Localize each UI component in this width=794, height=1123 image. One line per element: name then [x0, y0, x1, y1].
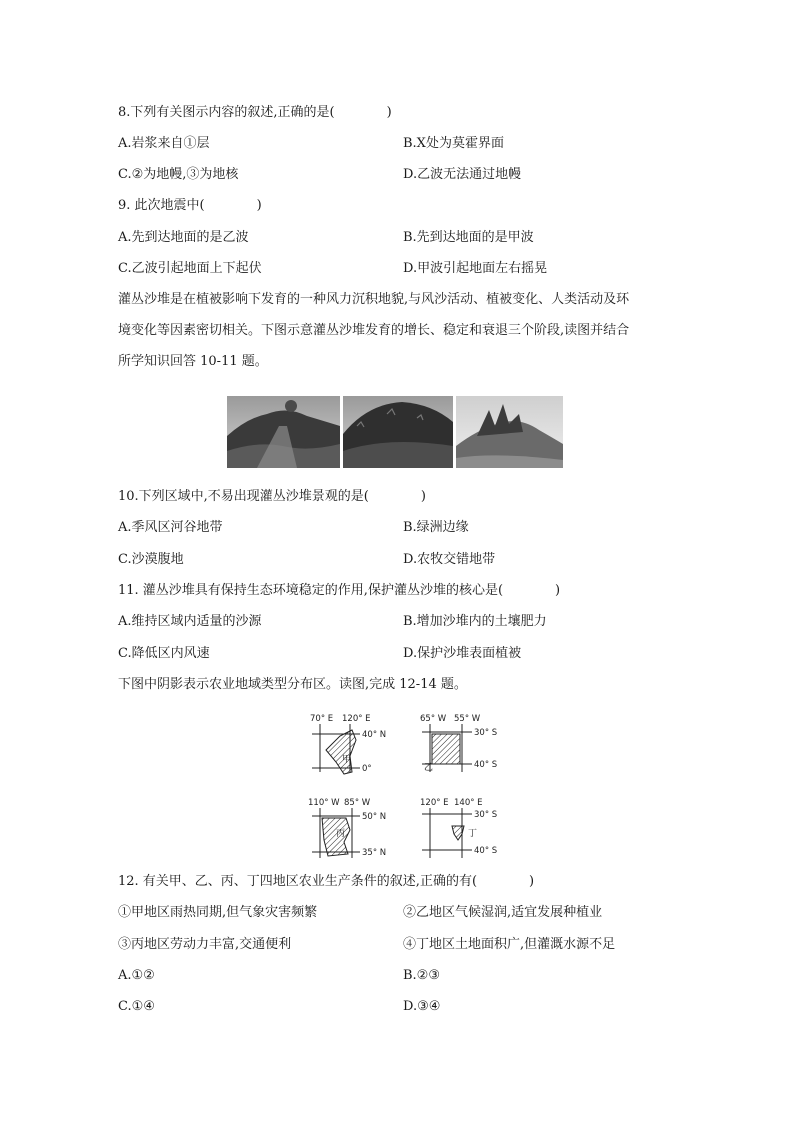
q8-option-c: C.②为地幔,③为地核	[118, 167, 239, 182]
q10-option-a: A.季风区河谷地带	[118, 520, 223, 535]
q8-option-b: B.X处为莫霍界面	[403, 136, 504, 151]
photo-stable-stage	[343, 396, 453, 468]
passage1-line3: 所学知识回答 10-11 题。	[118, 354, 268, 369]
q9-option-a: A.先到达地面的是乙波	[118, 230, 249, 245]
passage2-line1: 下图中阴影表示农业地域类型分布区。读图,完成 12-14 题。	[118, 677, 467, 692]
yi-lat2: 40° S	[474, 760, 498, 770]
jia-shaded-region	[326, 730, 356, 774]
q12-option-a: A.①②	[118, 968, 155, 983]
bing-lon2: 85° W	[344, 798, 371, 808]
q8-option-a: A.岩浆来自①层	[118, 136, 210, 151]
passage1-line2: 境变化等因素密切相关。下图示意灌丛沙堆发育的增长、稳定和衰退三个阶段,读图并结合	[118, 323, 630, 338]
jia-lon2: 120° E	[342, 714, 371, 724]
q12-statement-2: ②乙地区气候湿润,适宜发展种植业	[403, 905, 603, 920]
q12-option-c: C.①④	[118, 999, 155, 1014]
q9-option-d: D.甲波引起地面左右摇晃	[403, 261, 548, 276]
q8-stem: 8.下列有关图示内容的叙述,正确的是( )	[118, 105, 392, 120]
q12-option-d: D.③④	[403, 999, 441, 1014]
jia-label: 甲	[342, 755, 352, 765]
ding-label: 丁	[468, 829, 478, 839]
q12-statement-3: ③丙地区劳动力丰富,交通便利	[118, 937, 292, 952]
q9-option-c: C.乙波引起地面上下起伏	[118, 261, 262, 276]
yi-lat1: 30° S	[474, 728, 498, 738]
map-yi	[418, 712, 528, 778]
q12-option-b: B.②③	[403, 968, 440, 983]
q11-option-b: B.增加沙堆内的土壤肥力	[403, 614, 547, 629]
bing-lat2: 35° N	[362, 848, 387, 858]
yi-label: 乙	[424, 763, 434, 773]
q8-option-d: D.乙波无法通过地幔	[403, 167, 522, 182]
bing-lat1: 50° N	[362, 812, 387, 822]
q10-option-d: D.农牧交错地带	[403, 552, 496, 567]
q12-statement-1: ①甲地区雨热同期,但气象灾害频繁	[118, 905, 318, 920]
ding-lon1: 120° E	[420, 798, 449, 808]
passage1-line1: 灌丛沙堆是在植被影响下发育的一种风力沉积地貌,与风沙活动、植被变化、人类活动及环	[118, 292, 630, 307]
q11-stem: 11. 灌丛沙堆具有保持生态环境稳定的作用,保护灌丛沙堆的核心是( )	[118, 583, 561, 598]
q12-statement-4: ④丁地区土地面积广,但灌溉水源不足	[403, 937, 616, 952]
q12-stem: 12. 有关甲、乙、丙、丁四地区农业生产条件的叙述,正确的有( )	[118, 874, 535, 889]
jia-lon1: 70° E	[310, 714, 334, 724]
bing-label: 丙	[336, 829, 346, 839]
ding-lon2: 140° E	[454, 798, 483, 808]
photo-growth-stage	[227, 396, 340, 468]
photo-decline-stage	[456, 396, 563, 468]
map-ding	[418, 796, 528, 864]
jia-lat2: 0°	[362, 764, 372, 774]
ding-lat2: 40° S	[474, 846, 498, 856]
q10-stem: 10.下列区域中,不易出现灌丛沙堆景观的是( )	[118, 489, 426, 504]
map-bing	[306, 796, 406, 864]
q11-option-c: C.降低区内风速	[118, 646, 210, 661]
q9-option-b: B.先到达地面的是甲波	[403, 230, 534, 245]
q10-option-b: B.绿洲边缘	[403, 520, 469, 535]
yi-shaded-region	[432, 734, 460, 764]
map-jia	[306, 712, 406, 778]
yi-lon1: 65° W	[420, 714, 447, 724]
q11-option-a: A.维持区域内适量的沙源	[118, 614, 262, 629]
shrub-dune-photos	[227, 396, 563, 468]
q9-stem: 9. 此次地震中( )	[118, 198, 262, 213]
yi-lon2: 55° W	[454, 714, 481, 724]
jia-lat1: 40° N	[362, 730, 387, 740]
q11-option-d: D.保护沙堆表面植被	[403, 646, 522, 661]
bing-lon1: 110° W	[308, 798, 340, 808]
ding-lat1: 30° S	[474, 810, 498, 820]
q10-option-c: C.沙漠腹地	[118, 552, 184, 567]
